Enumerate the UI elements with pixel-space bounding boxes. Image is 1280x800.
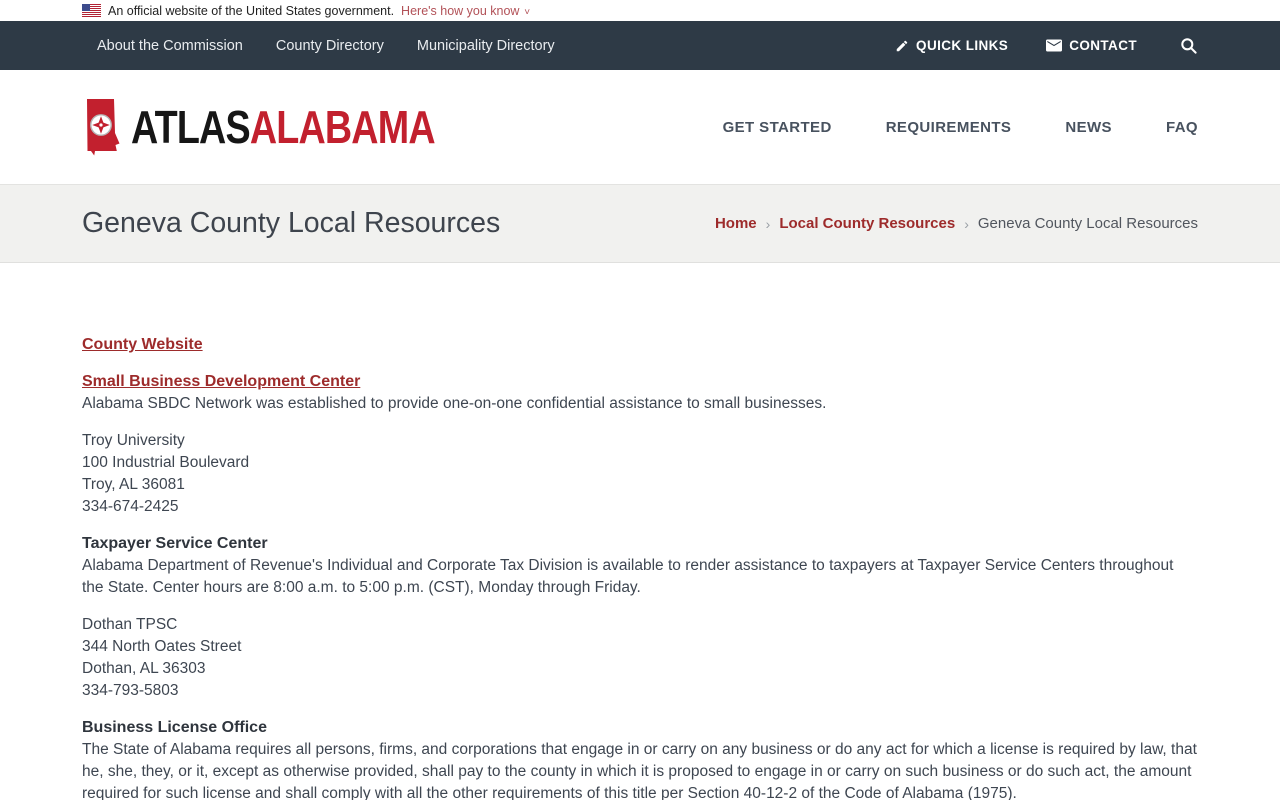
banner-how-you-know-link[interactable]: Here's how you know ˅ [401,3,531,18]
chevron-down-icon: ˅ [521,6,531,18]
address-line: 334-793-5803 [82,682,179,699]
contact-button[interactable]: CONTACT [1046,38,1137,53]
address-line: 100 Industrial Boulevard [82,454,250,471]
logo-text-alabama: ALABAMA [249,101,435,153]
county-website-link[interactable]: County Website [82,336,203,353]
breadcrumb-item[interactable]: Local County Resources [779,215,956,232]
chevron-right-icon: › [964,215,969,232]
topnav-item-municipality-directory[interactable]: Municipality Directory [416,37,555,54]
topnav-item-county-directory[interactable]: County Directory [275,37,384,54]
quick-links-button[interactable]: QUICK LINKS [895,38,1008,53]
main-nav-requirements[interactable]: REQUIREMENTS [885,118,1012,136]
content-section [82,371,1198,518]
gov-banner [0,0,1280,21]
breadcrumb-item[interactable]: Home [714,215,757,232]
main-content [0,263,1280,800]
content-section [82,533,1198,702]
section-heading-link[interactable]: Small Business Development Center [82,373,361,390]
main-nav [723,119,1198,136]
us-flag-icon [82,4,101,17]
address-line: Troy University [82,432,185,449]
alabama-state-compass-icon [82,98,122,156]
content-section [82,717,1198,800]
main-nav-faq[interactable]: FAQ [1165,118,1198,136]
logo-text-atlas: ATLAS [131,101,250,153]
pencil-icon [895,39,909,53]
address-line: Troy, AL 36081 [82,476,185,493]
site-header [0,70,1280,184]
address-line: Dothan, AL 36303 [82,660,206,677]
gov-banner-text: An official website of the United States government. [108,3,395,18]
utility-navbar [0,21,1280,70]
section-description: Alabama Department of Revenue's Individual and Corporate Tax Division is available to render assistance to taxpayers at Taxpayer Service Centers throughout the State. Center hours are 8:00 a.m. to 5:00 p.m. (CST), Monday through Friday. [82,557,1174,596]
section-description: The State of Alabama requires all persons, firms, and corporations that engage in or carry on any business or do any act for which a license is required by law, that he, she, they, or it, except as otherwise provided, shall pay to the county in which it is proposed to engage in or carry on such business or do such act, the amount required for such license and shall comply with all the other requirements of this title per Section 40-12-2 of the Code of Alabama (1975). [82,741,1197,800]
topnav-items [82,38,555,54]
atlas-alabama-logo[interactable] [82,98,501,156]
address-block [82,430,1198,518]
page-title: Geneva County Local Resources [82,207,501,239]
main-nav-news[interactable]: NEWS [1065,118,1112,136]
chevron-right-icon: › [765,215,771,232]
section-description: Alabama SBDC Network was established to provide one-on-one confidential assistance to small businesses. [82,395,827,412]
topnav-item-about-the-commission[interactable]: About the Commission [97,37,243,54]
envelope-icon [1046,39,1062,52]
address-line: 334-674-2425 [82,498,179,515]
address-line: 344 North Oates Street [82,638,242,655]
resource-sections [82,371,1198,800]
address-block [82,614,1198,702]
breadcrumb [715,215,1198,232]
section-heading: Business License Office [82,719,267,736]
main-nav-get-started[interactable]: GET STARTED [722,118,832,136]
page-title-band [0,184,1280,263]
address-line: Dothan TPSC [82,616,178,633]
section-heading: Taxpayer Service Center [82,535,268,552]
breadcrumb-item: Geneva County Local Resources [977,215,1198,232]
search-icon[interactable] [1179,36,1198,55]
